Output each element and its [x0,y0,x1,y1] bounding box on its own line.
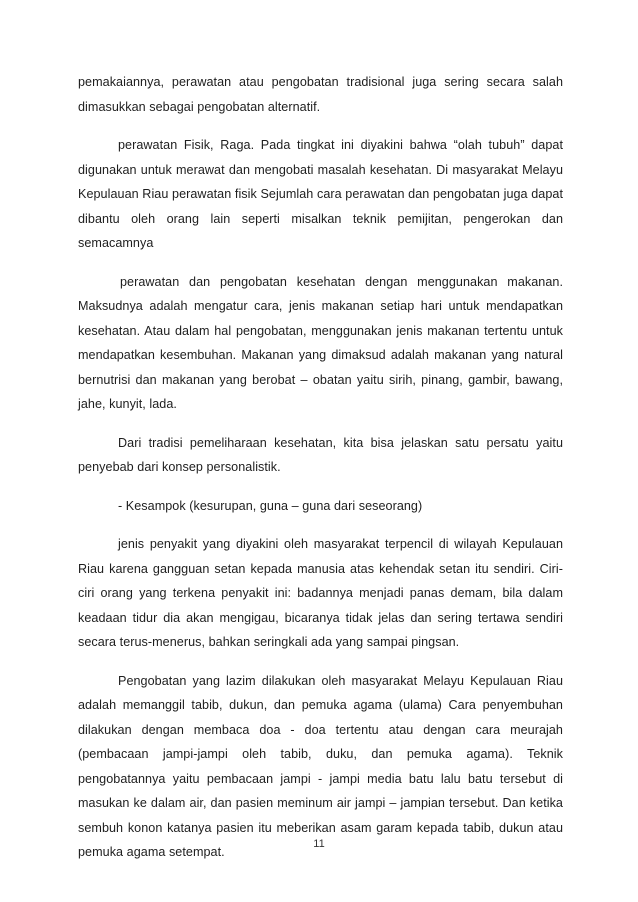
page-number: 11 [313,838,325,850]
paragraph-5: jenis penyakit yang diyakini oleh masyarakat terpencil di wilayah Kepulauan Riau karena gangguan setan kepada manusia atas kehendak setan itu sendiri. Ciri-ciri orang yang terkena penyakit ini: badannya menjadi panas demam, bila dalam keadaan tidur dia akan mengigau, bicaranya tidak jelas dan sering tertawa sendiri secara terus-menerus, bahkan seringkali ada yang sampai pingsan. [78,537,563,649]
paragraph-1: pemakaiannya, perawatan atau pengobatan tradisional juga sering secara salah dimasukkan sebagai pengobatan alternatif. [78,75,563,114]
paragraph-6: Pengobatan yang lazim dilakukan oleh masyarakat Melayu Kepulauan Riau adalah memanggil tabib, dukun, dan pemuka agama (ulama) Cara penyembuhan dilakukan dengan membaca doa - doa tertentu atau dengan cara meurajah (pembacaan jampi-jampi oleh tabib, duku, dan pemuka agama). Teknik pengobatannya yaitu pembacaan jampi - jampi media batu lalu batu tersebut di masukan ke dalam air, dan pasien meminum air jampi – jampian tersebut. Dan ketika sembuh konon katanya pasien itu meberikan asam garam kepada tabib, dukun atau pemuka agama setempat. [78,673,563,859]
paragraph-3: perawatan dan pengobatan kesehatan dengan menggunakan makanan. Maksudnya adalah mengatur cara, jenis makanan setiap hari untuk mendapatkan kesehatan. Atau dalam hal pengobatan, menggunakan jenis makanan tertentu untuk mendapatkan kesembuhan. Makanan yang dimaksud adalah makanan yang natural bernutrisi dan makanan yang berobat – obatan yaitu sirih, pinang, gambir, bawang, jahe, kunyit, lada. [78,274,563,411]
list-item-kesampok: - Kesampok (kesurupan, guna – guna dari seseorang) [118,498,423,513]
paragraph-2: perawatan Fisik, Raga. Pada tingkat ini diyakini bahwa “olah tubuh” dapat digunakan untuk merawat dan mengobati masalah kesehatan. Di masyarakat Melayu Kepulauan Riau perawatan fisik Sejumlah cara perawatan dan pengobatan juga dapat dibantu oleh orang lain seperti misalkan teknik pemijitan, pengerokan dan semacamnya [78,138,563,250]
page-body [78,70,563,879]
paragraph-4: Dari tradisi pemeliharaan kesehatan, kita bisa jelaskan satu persatu yaitu penyebab dari konsep personalistik. [78,435,563,474]
